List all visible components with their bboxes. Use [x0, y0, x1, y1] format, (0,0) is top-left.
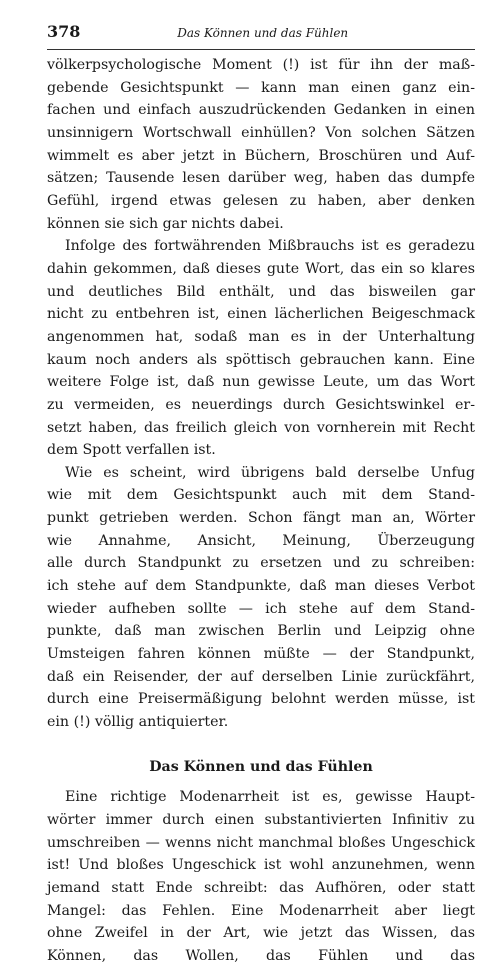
running-head: Das Können und das Fühlen: [177, 26, 349, 40]
text-line: Eine richtige Modenarrheit ist es, gewisse Haupt-: [65, 789, 475, 806]
text-line: kaum noch anders als spöttisch gebrauchen kann. Eine: [47, 351, 475, 368]
text-line: punkte, daß man zwischen Berlin und Leipzig ohne: [47, 623, 475, 640]
text-line: ist! Und bloßes Ungeschick ist wohl anzunehmen, wenn: [47, 857, 475, 874]
text-line: Wie es scheint, wird übrigens bald derselbe Unfug: [65, 464, 475, 481]
text-line: fachen und einfach auszudrückenden Gedanken in einen: [47, 102, 475, 119]
text-line: daß ein Reisender, der auf derselben Linie zurückfährt,: [47, 668, 475, 685]
text-line: können sie sich gar nichts dabei.: [47, 215, 284, 232]
text-line: Mangel: das Fehlen. Eine Modenarrheit aber liegt: [47, 902, 475, 919]
text-line: Umsteigen fahren können müßte — der Standpunkt,: [47, 646, 475, 663]
text-line: durch eine Preisermäßigung belohnt werden müsse, ist: [47, 691, 475, 708]
paragraph-2: [47, 235, 475, 462]
paragraph-4: [47, 786, 475, 967]
text-line: ohne Zweifel in der Art, wie jetzt das Wissen, das: [47, 925, 475, 942]
text-line: völkerpsychologische Moment (!) ist für ihn der maß-: [47, 57, 475, 73]
text-line: und deutliches Bild enthält, und das bisweilen gar: [47, 283, 475, 300]
text-line: jemand statt Ende schreibt: das Aufhören, oder statt: [47, 879, 475, 896]
text-line: gebende Gesichtspunkt — kann man einen ganz ein-: [47, 79, 475, 96]
text-line: Infolge des fortwährenden Mißbrauchs ist es geradezu: [65, 238, 475, 255]
text-line: umschreiben — wenns nicht manchmal bloßes Ungeschick: [47, 834, 475, 851]
paragraph-3: [47, 462, 475, 734]
text-line: Gefühl, irgend etwas gelesen zu haben, aber denken: [47, 192, 475, 209]
text-line: ein (!) völlig antiquierter.: [47, 714, 229, 731]
header-rule: [47, 49, 475, 50]
text-line: wieder aufheben sollte — ich stehe auf dem Stand-: [47, 600, 475, 617]
text-line: punkt getrieben werden. Schon fängt man an, Wörter: [47, 510, 475, 527]
text-line: zu vermeiden, es neuerdings durch Gesichtswinkel er-: [47, 396, 475, 413]
text-line: dem Spott verfallen ist.: [47, 442, 216, 459]
text-line: wie Annahme, Ansicht, Meinung, Überzeugung: [47, 532, 475, 549]
section-heading: Das Können und das Fühlen: [149, 758, 373, 775]
book-page: [47, 22, 475, 968]
text-line: wie mit dem Gesichtspunkt auch mit dem Stand-: [47, 487, 475, 504]
text-line: setzt haben, das freilich gleich von vornherein mit Recht: [47, 419, 475, 436]
text-line: sätzen; Tausende lesen darüber weg, haben das dumpfe: [47, 170, 475, 187]
text-line: Können, das Wollen, das Fühlen und das: [47, 947, 475, 964]
page-header: [47, 22, 475, 41]
text-line: angenommen hat, sodaß man es in der Unterhaltung: [47, 328, 475, 345]
text-line: wimmelt es aber jetzt in Büchern, Broschüren und Auf-: [47, 147, 475, 164]
text-line: unsinnigern Wortschwall einhüllen? Von solchen Sätzen: [47, 124, 475, 141]
page-number: 378: [47, 22, 81, 41]
text-line: dahin gekommen, daß dieses gute Wort, das ein so klares: [47, 260, 475, 277]
text-line: weitere Folge ist, daß nun gewisse Leute, um das Wort: [47, 374, 475, 391]
text-line: nicht zu entbehren ist, einen lächerlichen Beigeschmack: [47, 306, 475, 323]
text-line: ich stehe auf dem Standpunkte, daß man dieses Verbot: [47, 578, 475, 595]
paragraph-1: [47, 54, 475, 235]
text-line: alle durch Standpunkt zu ersetzen und zu schreiben:: [47, 555, 475, 572]
text-line: wörter immer durch einen substantivierten Infinitiv zu: [47, 812, 475, 828]
